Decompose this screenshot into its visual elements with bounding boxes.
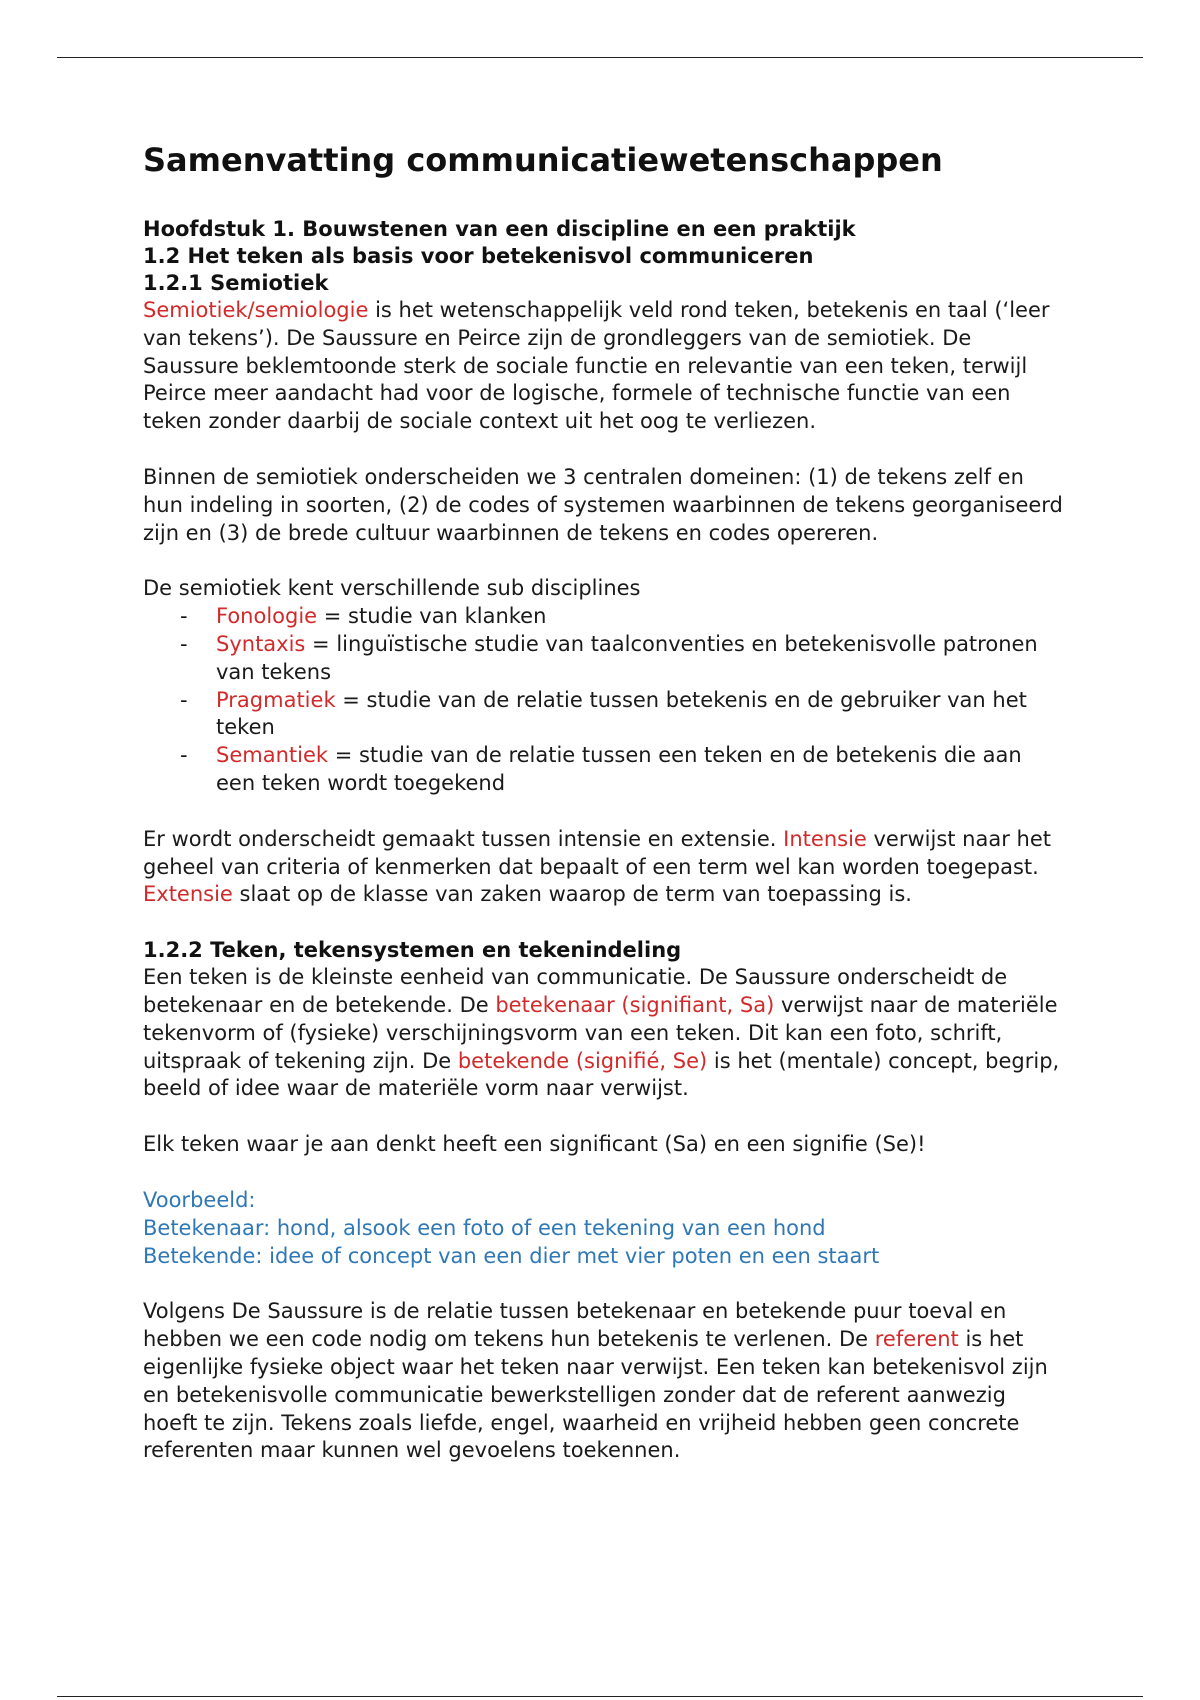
list-item: - Syntaxis = linguïstische studie van taalconventies en betekenisvolle patronen van tekens bbox=[180, 631, 1038, 684]
list-item: - Semantiek = studie van de relatie tussen een teken en de betekenis die aan een teken wordt toegekend bbox=[180, 743, 1022, 795]
subsection-heading-semiotiek: 1.2.1 Semiotiek bbox=[143, 271, 329, 295]
paragraph-semiotiek-definition: Semiotiek/semiologie is het wetenschappelijk veld rond teken, betekenis en taal (‘leer van tekens’). De Saussure en Peirce zijn de grondleggers van de semiotiek. De Saussure beklemtoonde sterk de sociale functie en relevantie van een teken, terwijl Peirce meer aandacht had voor de logische, formele of technische functie van een teken zonder daarbij de sociale context uit het oog te verliezen. bbox=[143, 298, 1050, 434]
subdiscipline-list bbox=[143, 603, 1063, 798]
paragraph-significant: Elk teken waar je aan denkt heeft een significant (Sa) en een signifie (Se)! bbox=[143, 1132, 926, 1157]
list-item: - Pragmatiek = studie van de relatie tussen betekenis en de gebruiker van het teken bbox=[180, 687, 1027, 740]
subsection-heading-teken: 1.2.2 Teken, tekensystemen en tekenindeling bbox=[143, 938, 682, 963]
term-intensie: Intensie bbox=[783, 826, 867, 851]
paragraph-intensie-extensie: Er wordt onderscheidt gemaakt tussen intensie en extensie. Intensie verwijst naar het geheel van criteria of kenmerken dat bepaalt of een term wel kan worden toegepast. Extensie slaat op de klasse van zaken waarop de term van toepassing is. bbox=[143, 826, 1051, 907]
example-line-betekende: Betekende: idee of concept van een dier met vier poten en een staart bbox=[143, 1243, 880, 1268]
paragraph-referent: Volgens De Saussure is de relatie tussen betekenaar en betekende puur toeval en hebben we een code nodig om tekens hun betekenis te verlenen. De referent is het eigenlijke fysieke object waar het teken naar verwijst. Een teken kan betekenisvol zijn en betekenisvolle communicatie bewerkstelligen zonder dat de referent aanwezig hoeft te zijn. Tekens zoals liefde, engel, waarheid en vrijheid hebben geen concrete referenten maar kunnen wel gevoelens toekennen. bbox=[143, 1299, 1048, 1463]
paragraph-subdisciplines-intro: De semiotiek kent verschillende sub disciplines bbox=[143, 576, 641, 601]
top-rule bbox=[57, 57, 1143, 58]
term-referent: referent bbox=[874, 1327, 959, 1352]
example-label: Voorbeeld: bbox=[143, 1187, 256, 1212]
term-betekende: betekende (signifié, Se) bbox=[457, 1048, 708, 1073]
paragraph-teken-definition: Een teken is de kleinste eenheid van communicatie. De Saussure onderscheidt de betekenaar en de betekende. De betekenaar (signifiant, Sa) verwijst naar de materiële tekenvorm of (fysieke) verschijningsvorm van een teken. Dit kan een foto, schrift, uitspraak of tekening zijn. De betekende (signifié, Se) is het (mentale) concept, begrip, beeld of idee waar de materiële vorm naar verwijst. bbox=[143, 965, 1060, 1101]
term-betekenaar: betekenaar (signifiant, Sa) bbox=[495, 992, 775, 1017]
term-semiotiek: Semiotiek/semiologie bbox=[143, 298, 369, 322]
document-title: Samenvatting communicatiewetenschappen bbox=[143, 141, 943, 179]
term-extensie: Extensie bbox=[143, 882, 233, 907]
list-item: - Fonologie = studie van klanken bbox=[180, 604, 547, 629]
example-line-betekenaar: Betekenaar: hond, alsook een foto of een tekening van een hond bbox=[143, 1215, 826, 1240]
bottom-rule bbox=[57, 1696, 1143, 1697]
paragraph-domains: Binnen de semiotiek onderscheiden we 3 centralen domeinen: (1) de tekens zelf en hun indeling in soorten, (2) de codes of systemen waarbinnen de tekens georganiseerd zijn en (3) de brede cultuur waarbinnen de tekens en codes opereren. bbox=[143, 464, 1063, 545]
section-heading: 1.2 Het teken als basis voor betekenisvol communiceren bbox=[143, 244, 814, 268]
document-page bbox=[143, 138, 1063, 1465]
chapter-heading: Hoofdstuk 1. Bouwstenen van een discipline en een praktijk bbox=[143, 217, 856, 241]
